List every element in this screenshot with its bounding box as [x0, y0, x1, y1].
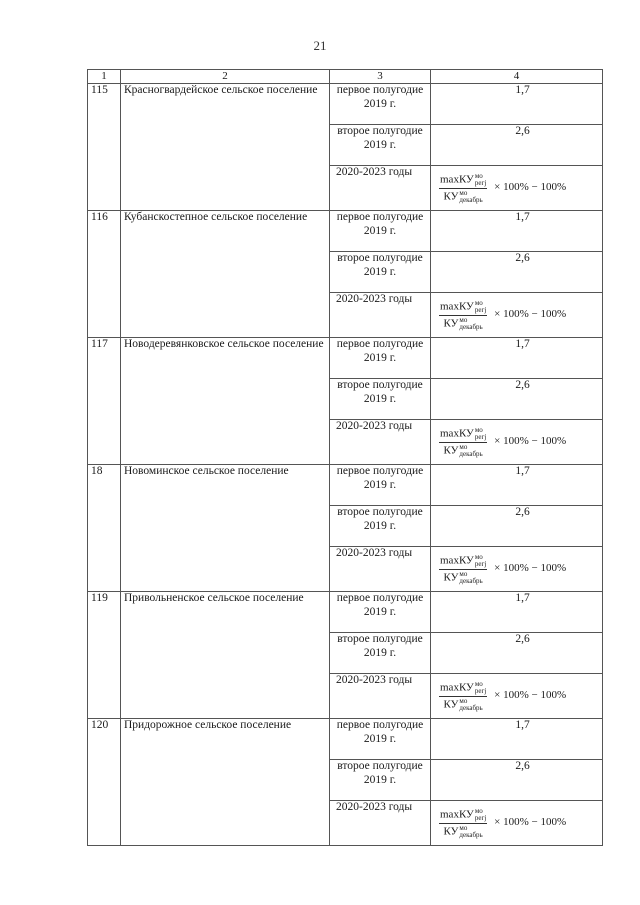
- settlement-name: Новодеревянковское сельское поселение: [121, 338, 330, 465]
- formula: [431, 674, 603, 719]
- value-first-half: 1,7: [431, 338, 603, 379]
- period-2020-2023: 2020-2023 годы: [330, 166, 431, 211]
- formula-numerator: maxКУ мо регj: [440, 679, 487, 695]
- formula-fraction: [439, 681, 487, 712]
- formula-fraction: [439, 427, 487, 458]
- settlement-name: Кубанскостепное сельское поселение: [121, 211, 330, 338]
- formula-tail: × 100% − 100%: [494, 562, 567, 575]
- period-second-half: второе полугодие 2019 г.: [330, 125, 431, 166]
- period-first-half: первое полугодие 2019 г.: [330, 211, 431, 252]
- formula-numerator: maxКУ мо регj: [440, 806, 487, 822]
- value-first-half: 1,7: [431, 211, 603, 252]
- settlement-name: Придорожное сельское поселение: [121, 719, 330, 846]
- page-number: 21: [313, 38, 327, 53]
- period-first-half: первое полугодие 2019 г.: [330, 592, 431, 633]
- value-first-half: 1,7: [431, 465, 603, 506]
- formula: [431, 166, 603, 211]
- header-col-1: 1: [88, 70, 121, 84]
- period-second-half: второе полугодие 2019 г.: [330, 760, 431, 801]
- period-first-half: первое полугодие 2019 г.: [330, 719, 431, 760]
- value-second-half: 2,6: [431, 760, 603, 801]
- settlement-name: Красногвардейское сельское поселение: [121, 84, 330, 211]
- header-col-4: 4: [431, 70, 603, 84]
- row-number: 116: [88, 211, 121, 338]
- period-first-half: первое полугодие 2019 г.: [330, 84, 431, 125]
- period-2020-2023: 2020-2023 годы: [330, 293, 431, 338]
- tariff-table: [87, 69, 603, 846]
- formula-numerator: maxКУ мо регj: [440, 171, 487, 187]
- formula-fraction: [439, 173, 487, 204]
- formula-tail: × 100% − 100%: [494, 181, 567, 194]
- period-2020-2023: 2020-2023 годы: [330, 420, 431, 465]
- value-first-half: 1,7: [431, 719, 603, 760]
- period-2020-2023: 2020-2023 годы: [330, 547, 431, 592]
- formula-denominator: КУ мо декабрь: [443, 569, 483, 585]
- value-second-half: 2,6: [431, 252, 603, 293]
- value-second-half: 2,6: [431, 125, 603, 166]
- period-2020-2023: 2020-2023 годы: [330, 674, 431, 719]
- period-second-half: второе полугодие 2019 г.: [330, 633, 431, 674]
- formula-fraction: [439, 300, 487, 331]
- formula-tail: × 100% − 100%: [494, 308, 567, 321]
- formula-fraction: [439, 808, 487, 839]
- settlement-name: Привольненское сельское поселение: [121, 592, 330, 719]
- row-number: 119: [88, 592, 121, 719]
- table-row: [88, 84, 603, 125]
- formula: [431, 420, 603, 465]
- formula-tail: × 100% − 100%: [494, 689, 567, 702]
- value-first-half: 1,7: [431, 84, 603, 125]
- value-first-half: 1,7: [431, 592, 603, 633]
- table-body: [88, 84, 603, 846]
- row-number: 18: [88, 465, 121, 592]
- formula-denominator: КУ мо декабрь: [443, 188, 483, 204]
- formula-denominator: КУ мо декабрь: [443, 315, 483, 331]
- value-second-half: 2,6: [431, 379, 603, 420]
- value-second-half: 2,6: [431, 633, 603, 674]
- period-second-half: второе полугодие 2019 г.: [330, 252, 431, 293]
- formula-numerator: maxКУ мо регj: [440, 552, 487, 568]
- formula-tail: × 100% − 100%: [494, 435, 567, 448]
- header-col-2: 2: [121, 70, 330, 84]
- formula-tail: × 100% − 100%: [494, 816, 567, 829]
- period-first-half: первое полугодие 2019 г.: [330, 465, 431, 506]
- header-row: [88, 70, 603, 84]
- row-number: 120: [88, 719, 121, 846]
- value-second-half: 2,6: [431, 506, 603, 547]
- row-number: 115: [88, 84, 121, 211]
- formula-numerator: maxКУ мо регj: [440, 298, 487, 314]
- table-row: [88, 592, 603, 633]
- formula-numerator: maxКУ мо регj: [440, 425, 487, 441]
- settlement-name: Новоминское сельское поселение: [121, 465, 330, 592]
- formula: [431, 547, 603, 592]
- header-col-3: 3: [330, 70, 431, 84]
- table-row: [88, 719, 603, 760]
- formula: [431, 801, 603, 846]
- formula-fraction: [439, 554, 487, 585]
- row-number: 117: [88, 338, 121, 465]
- period-2020-2023: 2020-2023 годы: [330, 801, 431, 846]
- table-row: [88, 465, 603, 506]
- period-second-half: второе полугодие 2019 г.: [330, 506, 431, 547]
- formula: [431, 293, 603, 338]
- period-first-half: первое полугодие 2019 г.: [330, 338, 431, 379]
- period-second-half: второе полугодие 2019 г.: [330, 379, 431, 420]
- formula-denominator: КУ мо декабрь: [443, 442, 483, 458]
- table-row: [88, 338, 603, 379]
- formula-denominator: КУ мо декабрь: [443, 696, 483, 712]
- table-row: [88, 211, 603, 252]
- formula-denominator: КУ мо декабрь: [443, 823, 483, 839]
